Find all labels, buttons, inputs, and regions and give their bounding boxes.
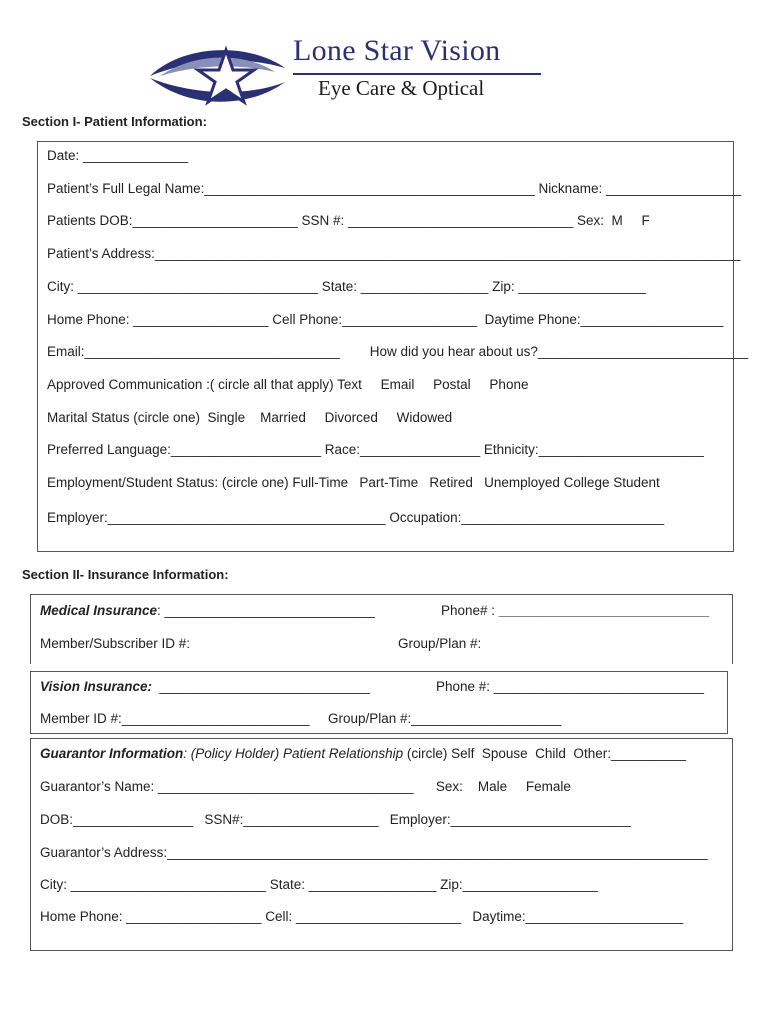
guarantor-city-field[interactable]: City: __________________________ State: _________________ Zip:__________________	[40, 877, 598, 892]
guarantor-name-field[interactable]: Guarantor’s Name: __________________________________ Sex: Male Female	[40, 779, 571, 794]
dob-ssn-sex-field[interactable]: Patients DOB:______________________ SSN #: ______________________________ Sex: M F	[47, 213, 650, 228]
vision-insurance-line: ____________________________	[152, 679, 370, 694]
vision-group-field[interactable]: Group/Plan #:____________________	[328, 711, 562, 726]
employer-field[interactable]: Employer:_____________________________________ Occupation:___________________________	[47, 510, 665, 525]
eye-star-logo-icon	[140, 38, 290, 112]
logo-underline	[293, 73, 541, 75]
communication-field[interactable]: Approved Communication :( circle all that apply) Text Email Postal Phone	[47, 377, 529, 392]
medical-phone-line: ____________________________	[498, 603, 710, 618]
vision-member-id-field[interactable]: Member ID #:_________________________	[40, 711, 310, 726]
medical-member-id-field[interactable]: Member/Subscriber ID #:	[40, 636, 191, 651]
medical-insurance-label: Medical Insurance	[40, 603, 158, 618]
section2-heading: Section II- Insurance Information:	[22, 567, 229, 582]
logo-subtitle: Eye Care & Optical	[318, 76, 485, 100]
medical-group-field[interactable]: Group/Plan #:	[398, 636, 482, 651]
guarantor-dob-field[interactable]: DOB:________________ SSN#:__________________ Employer:________________________	[40, 812, 631, 827]
phone-field[interactable]: Home Phone: __________________ Cell Phone:__________________ Daytime Phone:___________________	[47, 312, 724, 327]
guarantor-relationship-options: (circle) Self Spouse Child Other:__________	[403, 746, 687, 761]
logo	[140, 34, 565, 112]
full-name-field[interactable]: Patient’s Full Legal Name:____________________________________________ Nickname: __________________	[47, 181, 742, 196]
guarantor-label: Guarantor Information	[40, 746, 184, 761]
guarantor-address-field[interactable]: Guarantor’s Address:________________________________________________________________________	[40, 845, 708, 860]
medical-insurance-line: : ____________________________	[157, 603, 375, 618]
guarantor-relationship-field[interactable]	[40, 746, 686, 761]
medical-phone-label: Phone# :	[441, 603, 499, 618]
section1-heading: Section I- Patient Information:	[22, 114, 207, 129]
vision-insurance-field[interactable]	[40, 679, 370, 694]
medical-insurance-field[interactable]	[40, 603, 375, 618]
marital-status-field[interactable]: Marital Status (circle one) Single Married Divorced Widowed	[47, 410, 453, 425]
date-field[interactable]: Date: ______________	[47, 148, 189, 163]
logo-title: Lone Star Vision	[293, 34, 501, 67]
medical-phone-field[interactable]	[441, 603, 709, 618]
guarantor-phone-field[interactable]: Home Phone: __________________ Cell: ______________________ Daytime:_____________________	[40, 909, 684, 924]
email-field[interactable]: Email:__________________________________ How did you hear about us?____________________________	[47, 344, 749, 359]
vision-insurance-label: Vision Insurance:	[40, 679, 153, 694]
vision-phone-field[interactable]: Phone #: ____________________________	[436, 679, 705, 694]
city-state-zip-field[interactable]: City: ________________________________ State: _________________ Zip: _________________	[47, 279, 647, 294]
address-field[interactable]: Patient’s Address:______________________________________________________________________________	[47, 246, 741, 261]
employment-status-field[interactable]: Employment/Student Status: (circle one) Full-Time Part-Time Retired Unemployed College Student	[47, 475, 660, 490]
language-race-field[interactable]: Preferred Language:____________________ Race:________________ Ethnicity:______________________	[47, 442, 704, 457]
guarantor-relationship-label: : (Policy Holder) Patient Relationship	[183, 746, 404, 761]
